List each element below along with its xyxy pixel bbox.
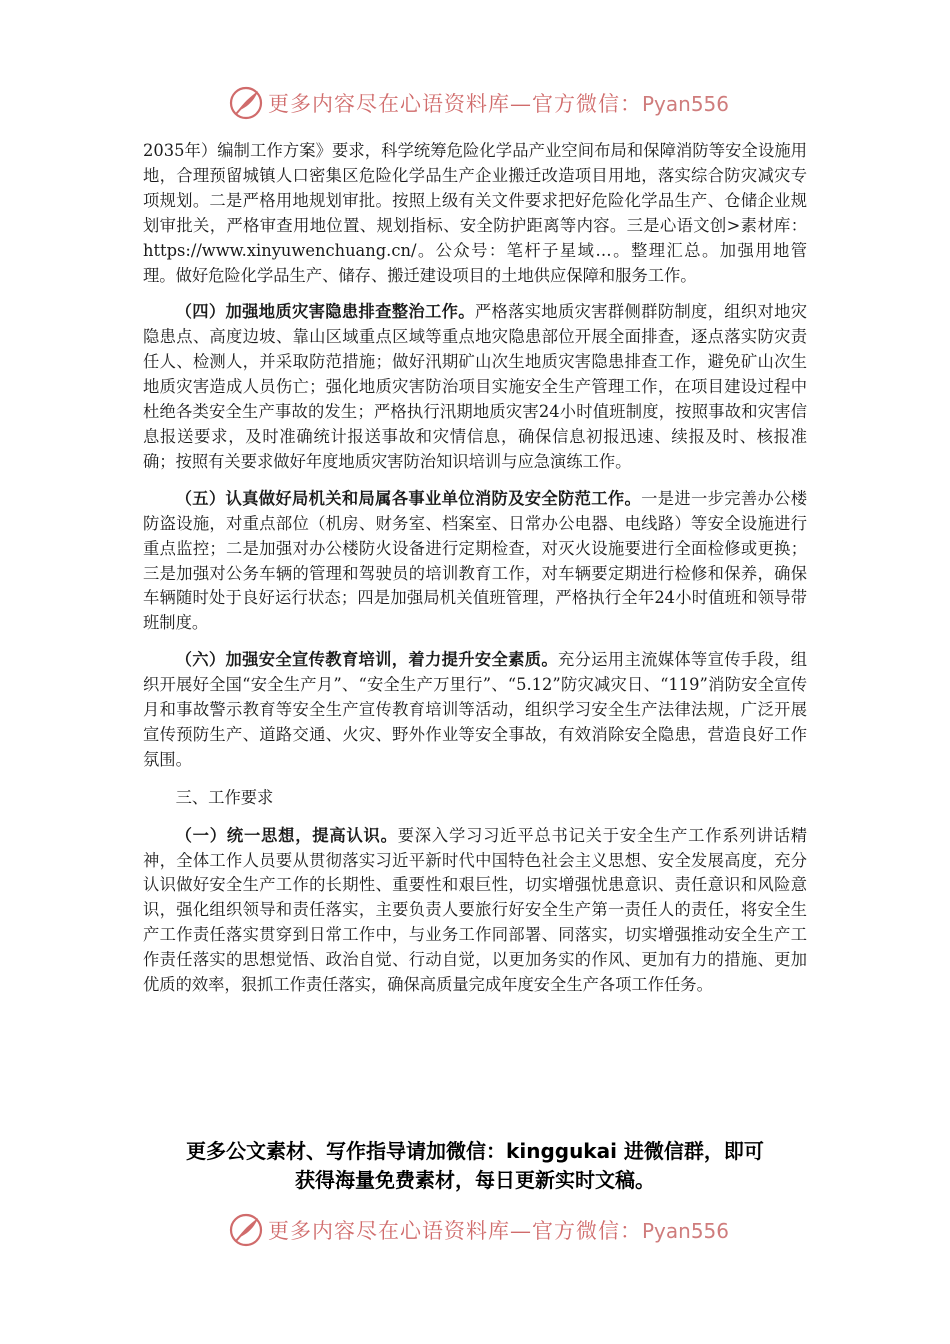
banner-text: 更多内容尽在心语资料库—官方微信：Pyan556 [268,92,730,116]
section-heading: （四）加强地质灾害隐患排查整治工作。 [175,302,475,322]
promo-line-1: 更多公文素材、写作指导请加微信：kinggukai 进微信群，即可 [186,1139,764,1163]
banner-wechat-id: Pyan556 [642,92,730,116]
paragraph-unify-thinking: （一）统一思想，提高认识。要深入学习习近平总书记关于安全生产工作系列讲话精神，全体工作人员要从贯彻落实习近平新时代中国特色社会主义思想、安全发展高度，充分认识做好安全生产工作的长期性、重要性和艰巨性，切实增强忧患意识、责任意识和风险意识，强化组织领导和责任落实，主要负责人要旅行好安全生产第一责任人的责任，将安全生产工作责任落实贯穿到日常工作中，与业务工作同部署、同落实，切实增强推动安全生产工作责任落实的思想觉悟、政治自觉、行动自觉，以更加务实的作风、更加有力的措施、更加优质的效率，狠抓工作责任落实，确保高质量完成年度安全生产各项工作任务。 [143,825,807,995]
quill-logo-icon [228,85,264,121]
document-body [143,139,807,998]
promo-line-2: 获得海量免费素材，每日更新实时文稿。 [295,1168,655,1192]
footer-banner [228,1210,728,1250]
promo-notice [120,1137,830,1195]
section-heading: （五）认真做好局机关和局属各事业单位消防及安全防范工作。 [175,488,642,508]
section-heading: （一）统一思想，提高认识。 [175,825,398,845]
paragraph-land-use: 2035年）编制工作方案》要求，科学统筹危险化学品产业空间布局和保障消防等安全设施用地，合理预留城镇人口密集区危险化学品生产企业搬迁改造项目用地，落实综合防灾减灾专项规划。二是严格用地规划审批。按照上级有关文件要求把好危险化学品生产、仓储企业规划审批关，严格审查用地位置、规划指标、安全防护距离等内容。三是心语文创>素材库：https://www.xinyuwenchuang.cn/。公众号：笔杆子星域…。整理汇总。加强用地管理。做好危险化学品生产、储存、搬迁建设项目的土地供应保障和服务工作。 [143,141,807,285]
quill-logo-icon [228,1212,264,1248]
paragraph-geological-hazards: （四）加强地质灾害隐患排查整治工作。严格落实地质灾害群侧群防制度，组织对地灾隐患点、高度边坡、靠山区域重点区域等重点地灾隐患部位开展全面排查，逐点落实防灾责任人、检测人，并采取防范措施；做好汛期矿山次生地质灾害隐患排查工作，避免矿山次生地质灾害造成人员伤亡；强化地质灾害防治项目实施安全生产管理工作，在项目建设过程中杜绝各类安全生产事故的发生；严格执行汛期地质灾害24小时值班制度，按照事故和灾害信息报送要求，及时准确统计报送事故和灾情信息，确保信息初报迅速、续报及时、核报准确；按照有关要求做好年度地质灾害防治知识培训与应急演练工作。 [143,302,807,471]
banner-text: 更多内容尽在心语资料库—官方微信：Pyan556 [268,1219,730,1243]
banner-wechat-id: Pyan556 [642,1219,730,1243]
header-banner [228,83,728,123]
paragraph-safety-education: （六）加强安全宣传教育培训，着力提升安全素质。充分运用主流媒体等宣传手段，组织开展好全国“安全生产月”、“安全生产万里行”、“5.12”防灾减灾日、“119”消防安全宣传月和事故警示教育等安全生产宣传教育培训等活动，组织学习安全生产法律法规，广泛开展宣传预防生产、道路交通、火灾、野外作业等安全事故，有效消除安全隐患，营造良好工作氛围。 [143,650,807,769]
chapter-heading: 三、工作要求 [175,787,274,807]
paragraph-fire-safety: （五）认真做好局机关和局属各事业单位消防及安全防范工作。一是进一步完善办公楼防盗设施，对重点部位（机房、财务室、档案室、日常办公电器、电线路）等安全设施进行重点监控；二是加强对办公楼防火设备进行定期检查，对灭火设施要进行全面检修或更换；三是加强对公务车辆的管理和驾驶员的培训教育工作，对车辆要定期进行检修和保养，确保车辆随时处于良好运行状态；四是加强局机关值班管理，严格执行全年24小时值班和领导带班制度。 [143,488,807,633]
section-heading: （六）加强安全宣传教育培训，着力提升安全素质。 [175,650,558,670]
